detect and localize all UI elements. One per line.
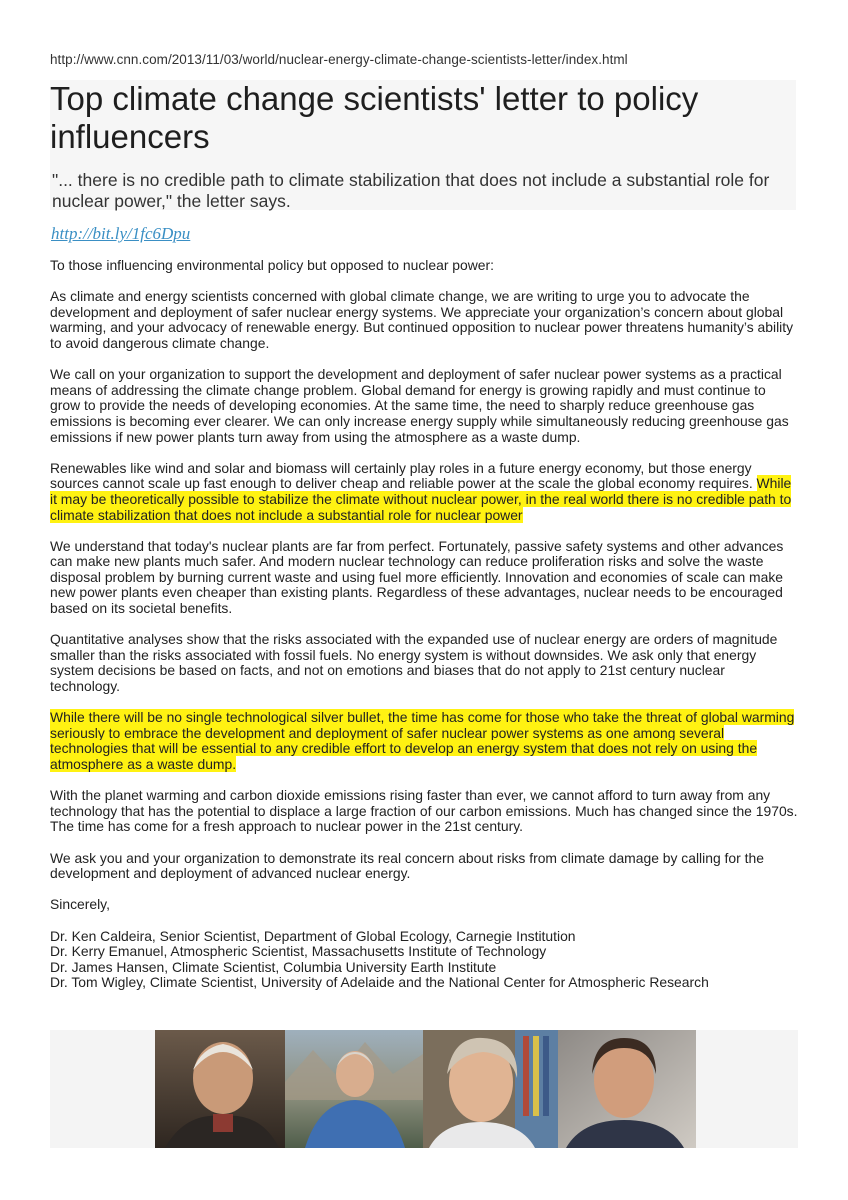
scientist-photos bbox=[155, 1030, 696, 1148]
salutation: To those influencing environmental policy but opposed to nuclear power: bbox=[50, 257, 495, 273]
subheadline: "... there is no credible path to climate stabilization that does not include a substantial role for nuclear power," the letter says. bbox=[52, 170, 770, 211]
paragraph-3 bbox=[50, 461, 798, 523]
signatory: Dr. Kerry Emanuel, Atmospheric Scientist, Massachusetts Institute of Technology bbox=[50, 943, 547, 960]
scientist-photo bbox=[285, 1030, 423, 1148]
closing: Sincerely, bbox=[50, 896, 110, 913]
paragraph-4: We understand that today's nuclear plants are far from perfect. Fortunately, passive safety systems and other advances can make new plants much safer. And modern nuclear technology can reduce proliferation risks and solve the waste disposal problem by burning current waste and using fuel more efficiently. Innovation and economies of scale can make new power plants even cheaper than existing plants. Regardless of these advantages, nuclear needs to be encouraged based on its societal benefits. bbox=[50, 537, 784, 617]
scientist-photo bbox=[423, 1030, 558, 1148]
signatory: Dr. James Hansen, Climate Scientist, Columbia University Earth Institute bbox=[50, 958, 497, 975]
letter-body bbox=[50, 258, 798, 991]
scientist-photo bbox=[155, 1030, 285, 1148]
highlighted-passage-2: While there will be no single technological silver bullet, the time has come for those who take the threat of global warming seriously to embrace the development and deployment of safer nuclear power systems as one among several technologies that will be essential to any credible effort to develop an energy system that does not rely on using the atmosphere as a waste dump. bbox=[50, 709, 795, 772]
signatory: Dr. Ken Caldeira, Senior Scientist, Department of Global Ecology, Carnegie Institution bbox=[50, 927, 576, 944]
paragraph-1: As climate and energy scientists concerned with global climate change, we are writing to urge you to advocate the development and deployment of safer nuclear energy systems. We appreciate your organization’s concern about global warming, and your advocacy of renewable energy. But continued opposition to nuclear power threatens humanity’s ability to avoid dangerous climate change. bbox=[50, 288, 794, 351]
highlighted-passage-1: While it may be theoretically possible to stabilize the climate without nuclear power, in the real world there is no credible path to climate stabilization that does not include a substantial role for nuclear power bbox=[50, 475, 792, 523]
signatory-list bbox=[50, 929, 798, 991]
signatory: Dr. Tom Wigley, Climate Scientist, University of Adelaide and the National Center for Atmospheric Research bbox=[50, 974, 709, 991]
source-url: http://www.cnn.com/2013/11/03/world/nuclear-energy-climate-change-scientists-letter/index.html bbox=[50, 52, 628, 67]
paragraph-8: We ask you and your organization to demonstrate its real concern about risks from climate damage by calling for the development and deployment of advanced nuclear energy. bbox=[50, 849, 764, 882]
paragraph-5: Quantitative analyses show that the risks associated with the expanded use of nuclear energy are orders of magnitude smaller than the risks associated with fossil fuels. No energy system is without downsides. We ask only that energy system decisions be based on facts, and not on emotions and biases that do not apply to 21st century nuclear technology. bbox=[50, 631, 778, 695]
paragraph-7: With the planet warming and carbon dioxide emissions rising faster than ever, we cannot afford to turn away from any technology that has the potential to displace a large fraction of our carbon emissions. Much has changed since the 1970s. The time has come for a fresh approach to nuclear power in the 21st century. bbox=[50, 787, 798, 835]
short-link[interactable]: http://bit.ly/1fc6Dpu bbox=[51, 224, 191, 243]
paragraph-2: We call on your organization to support the development and deployment of safer nuclear power systems as a practical means of addressing the climate change problem. Global demand for energy is growing rapidly and must continue to grow to provide the needs of developing economies. At the same time, the need to sharply reduce greenhouse gas emissions is becoming ever clearer. We can only increase energy supply while simultaneously reducing greenhouse gas emissions if new power plants turn away from using the atmosphere as a waste dump. bbox=[50, 366, 789, 445]
scientist-photo bbox=[558, 1030, 696, 1148]
paragraph-3-text: Renewables like wind and solar and biomass will certainly play roles in a future energy economy, but those energy sources cannot scale up fast enough to deliver cheap and reliable power at the scale the global economy requires. bbox=[50, 459, 753, 492]
paragraph-6 bbox=[50, 710, 798, 772]
page-title: Top climate change scientists' letter to policy influencers bbox=[50, 80, 699, 155]
